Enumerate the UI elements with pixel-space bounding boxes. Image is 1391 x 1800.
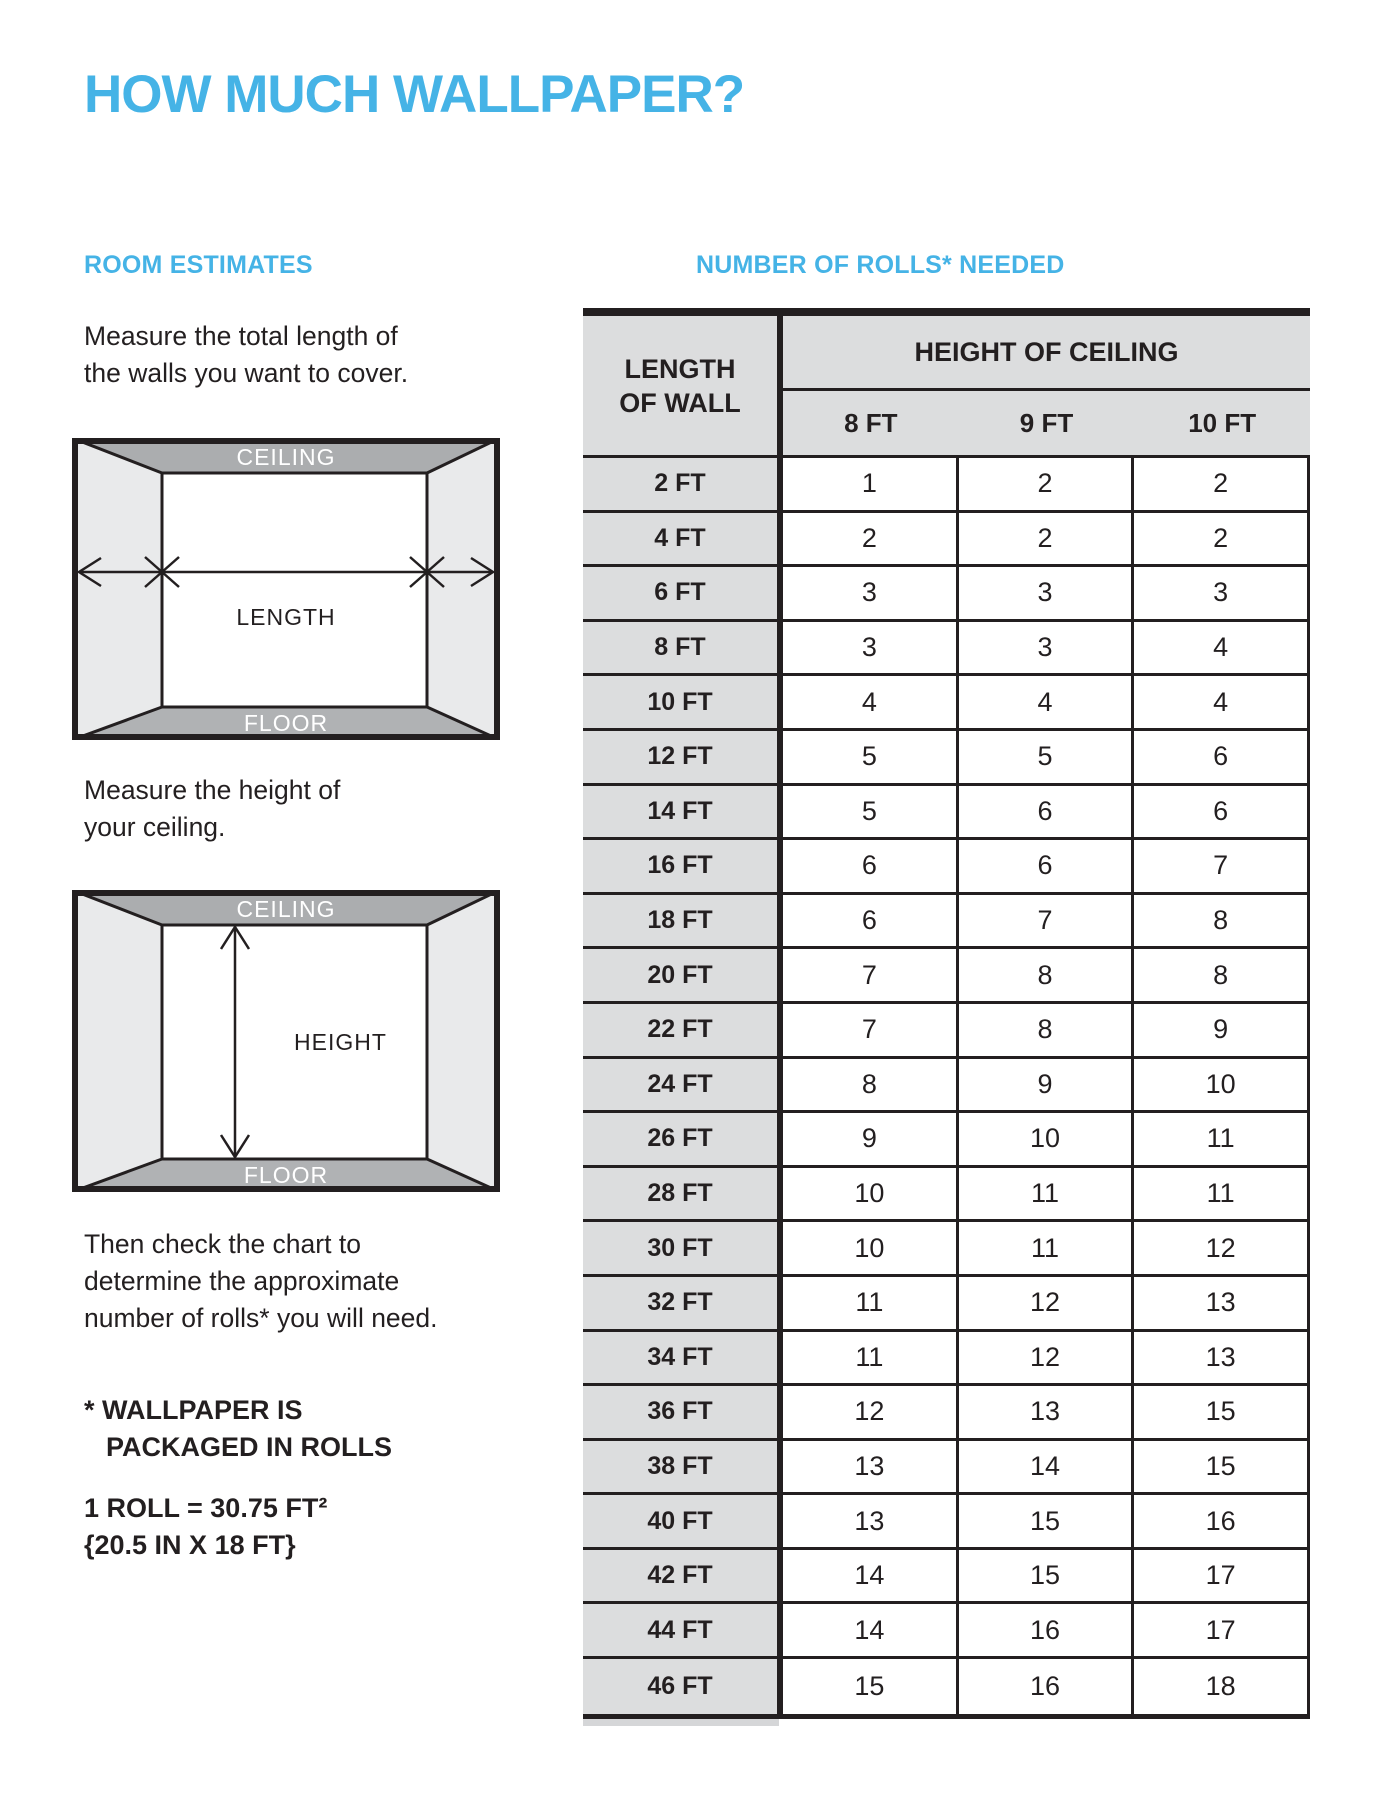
wall-length-label: 24 FT: [583, 1059, 783, 1111]
wall-length-label: 2 FT: [583, 458, 783, 510]
wall-length-label: 42 FT: [583, 1550, 783, 1602]
table-row: [583, 731, 1310, 786]
roll-count-cell: 12: [959, 1277, 1135, 1329]
wall-length-label: 34 FT: [583, 1332, 783, 1384]
wall-length-label: 40 FT: [583, 1495, 783, 1547]
instruction-height: [84, 772, 340, 846]
col-header-9ft: 9 FT: [1019, 407, 1074, 438]
instruction-length-line2: the walls you want to cover.: [84, 358, 409, 388]
table-row: [583, 1277, 1310, 1332]
instruction-chart: [84, 1226, 438, 1337]
instruction-height-line2: your ceiling.: [84, 812, 226, 842]
instruction-length: [84, 318, 408, 392]
roll-count-cell: 4: [783, 676, 959, 728]
roll-count-cell: 4: [959, 676, 1135, 728]
roll-count-cell: 13: [783, 1495, 959, 1547]
height-label: HEIGHT: [294, 1029, 387, 1055]
wall-length-label: 38 FT: [583, 1441, 783, 1493]
instruction-chart-line1: Then check the chart to: [84, 1229, 361, 1259]
roll-count-cell: 6: [1134, 731, 1310, 783]
rolls-needed-heading: NUMBER OF ROLLS* NEEDED: [696, 251, 1065, 279]
wall-length-label: 16 FT: [583, 840, 783, 892]
roll-count-cell: 10: [959, 1113, 1135, 1165]
right-wall: [427, 438, 500, 740]
roll-count-cell: 10: [783, 1222, 959, 1274]
right-wall: [427, 890, 500, 1192]
table-row: [583, 895, 1310, 950]
roll-count-cell: 12: [959, 1332, 1135, 1384]
table-row: [583, 1113, 1310, 1168]
table-row: [583, 1004, 1310, 1059]
room-estimates-heading: ROOM ESTIMATES: [84, 251, 313, 279]
left-wall: [72, 890, 162, 1192]
roll-count-cell: 8: [1134, 949, 1310, 1001]
length-of-wall-header: [583, 316, 783, 455]
roll-count-cell: 14: [783, 1604, 959, 1656]
roll-dimensions-line: {20.5 IN X 18 FT}: [84, 1530, 296, 1560]
roll-count-cell: 6: [959, 840, 1135, 892]
roll-count-cell: 7: [783, 1004, 959, 1056]
rolls-footnote-line1: * WALLPAPER IS: [84, 1395, 303, 1425]
wall-length-label: 46 FT: [583, 1659, 783, 1714]
roll-count-cell: 6: [959, 786, 1135, 838]
roll-count-cell: 16: [959, 1659, 1135, 1714]
roll-count-cell: 12: [783, 1386, 959, 1438]
roll-count-cell: 13: [783, 1441, 959, 1493]
roll-count-cell: 14: [959, 1441, 1135, 1493]
table-row: [583, 622, 1310, 677]
roll-count-cell: 5: [959, 731, 1135, 783]
roll-count-cell: 2: [1134, 513, 1310, 565]
wall-length-label: 8 FT: [583, 622, 783, 674]
roll-count-cell: 13: [959, 1386, 1135, 1438]
roll-count-cell: 8: [959, 1004, 1135, 1056]
roll-count-cell: 2: [959, 458, 1135, 510]
roll-count-cell: 5: [783, 786, 959, 838]
roll-count-cell: 3: [959, 622, 1135, 674]
wall-length-label: 36 FT: [583, 1386, 783, 1438]
roll-count-cell: 11: [783, 1332, 959, 1384]
roll-count-cell: 15: [959, 1550, 1135, 1602]
table-row: [583, 1059, 1310, 1114]
roll-count-cell: 2: [783, 513, 959, 565]
table-row: [583, 1604, 1310, 1659]
rolls-footnote-line2: PACKAGED IN ROLLS: [106, 1432, 393, 1462]
roll-count-cell: 3: [1134, 567, 1310, 619]
roll-size-note: [84, 1490, 327, 1564]
wall-length-label: 6 FT: [583, 567, 783, 619]
wall-length-label: 4 FT: [583, 513, 783, 565]
ceiling-label: CEILING: [236, 444, 336, 470]
table-header: [583, 316, 1310, 458]
roll-count-cell: 8: [1134, 895, 1310, 947]
wall-length-label: 10 FT: [583, 676, 783, 728]
roll-count-cell: 7: [959, 895, 1135, 947]
table-row: [583, 513, 1310, 568]
roll-count-cell: 6: [783, 840, 959, 892]
wall-length-label: 44 FT: [583, 1604, 783, 1656]
roll-count-cell: 7: [1134, 840, 1310, 892]
roll-count-cell: 9: [783, 1113, 959, 1165]
back-wall: [162, 473, 427, 707]
roll-count-cell: 13: [1134, 1277, 1310, 1329]
table-row: [583, 1168, 1310, 1223]
roll-count-cell: 5: [783, 731, 959, 783]
table-row: [583, 1659, 1310, 1714]
roll-count-cell: 11: [1134, 1168, 1310, 1220]
table-row: [583, 567, 1310, 622]
instruction-chart-line2: determine the approximate: [84, 1266, 400, 1296]
roll-count-cell: 8: [959, 949, 1135, 1001]
table-row: [583, 1441, 1310, 1496]
roll-count-cell: 11: [1134, 1113, 1310, 1165]
roll-count-cell: 10: [1134, 1059, 1310, 1111]
table-row: [583, 676, 1310, 731]
roll-count-cell: 9: [959, 1059, 1135, 1111]
wall-length-label: 28 FT: [583, 1168, 783, 1220]
table-row: [583, 1550, 1310, 1605]
wall-length-label: 22 FT: [583, 1004, 783, 1056]
length-of-wall-line2: OF WALL: [619, 387, 741, 418]
ceiling-column-headers: [783, 391, 1310, 455]
instruction-height-line1: Measure the height of: [84, 775, 341, 805]
table-shadow: [583, 1719, 779, 1726]
ceiling-header-group: [783, 316, 1310, 455]
table-row: [583, 1222, 1310, 1277]
instruction-chart-line3: number of rolls* you will need.: [84, 1303, 438, 1333]
roll-count-cell: 11: [959, 1168, 1135, 1220]
page-title: HOW MUCH WALLPAPER?: [84, 65, 745, 124]
height-of-ceiling-header: HEIGHT OF CEILING: [783, 316, 1310, 391]
col-header-8ft: 8 FT: [844, 407, 898, 438]
floor-label: FLOOR: [243, 1162, 329, 1188]
roll-count-cell: 15: [1134, 1386, 1310, 1438]
roll-count-cell: 3: [959, 567, 1135, 619]
roll-count-cell: 1: [783, 458, 959, 510]
floor-label: FLOOR: [243, 710, 329, 736]
roll-count-cell: 8: [783, 1059, 959, 1111]
roll-count-cell: 10: [783, 1168, 959, 1220]
table-row: [583, 840, 1310, 895]
roll-count-cell: 14: [783, 1550, 959, 1602]
roll-count-cell: 7: [783, 949, 959, 1001]
roll-count-cell: 16: [1134, 1495, 1310, 1547]
length-of-wall-line1: LENGTH: [624, 353, 736, 384]
roll-count-cell: 15: [959, 1495, 1135, 1547]
roll-count-cell: 2: [959, 513, 1135, 565]
wall-length-label: 14 FT: [583, 786, 783, 838]
room-height-diagram: [72, 890, 500, 1192]
roll-count-cell: 15: [1134, 1441, 1310, 1493]
roll-area-line: 1 ROLL = 30.75 FT²: [84, 1493, 328, 1523]
roll-count-cell: 6: [783, 895, 959, 947]
roll-count-cell: 4: [1134, 676, 1310, 728]
roll-count-cell: 11: [783, 1277, 959, 1329]
roll-count-cell: 11: [959, 1222, 1135, 1274]
rolls-table: [583, 308, 1310, 1719]
roll-count-cell: 17: [1134, 1550, 1310, 1602]
rolls-footnote: [84, 1392, 392, 1466]
table-row: [583, 1332, 1310, 1387]
roll-count-cell: 4: [1134, 622, 1310, 674]
table-row: [583, 458, 1310, 513]
col-header-10ft: 10 FT: [1188, 407, 1257, 438]
roll-count-cell: 18: [1134, 1659, 1310, 1714]
length-label: LENGTH: [236, 604, 336, 630]
wall-length-label: 12 FT: [583, 731, 783, 783]
wall-length-label: 26 FT: [583, 1113, 783, 1165]
left-wall: [72, 438, 162, 740]
roll-count-cell: 3: [783, 622, 959, 674]
ceiling-label: CEILING: [236, 896, 336, 922]
room-length-diagram: [72, 438, 500, 740]
roll-count-cell: 16: [959, 1604, 1135, 1656]
rolls-table-body: [583, 458, 1310, 1714]
roll-count-cell: 3: [783, 567, 959, 619]
table-row: [583, 1495, 1310, 1550]
instruction-length-line1: Measure the total length of: [84, 321, 398, 351]
wall-length-label: 32 FT: [583, 1277, 783, 1329]
wall-length-label: 18 FT: [583, 895, 783, 947]
roll-count-cell: 15: [783, 1659, 959, 1714]
roll-count-cell: 2: [1134, 458, 1310, 510]
table-row: [583, 949, 1310, 1004]
roll-count-cell: 17: [1134, 1604, 1310, 1656]
roll-count-cell: 9: [1134, 1004, 1310, 1056]
roll-count-cell: 6: [1134, 786, 1310, 838]
roll-count-cell: 12: [1134, 1222, 1310, 1274]
wall-length-label: 20 FT: [583, 949, 783, 1001]
table-row: [583, 786, 1310, 841]
roll-count-cell: 13: [1134, 1332, 1310, 1384]
wall-length-label: 30 FT: [583, 1222, 783, 1274]
table-row: [583, 1386, 1310, 1441]
